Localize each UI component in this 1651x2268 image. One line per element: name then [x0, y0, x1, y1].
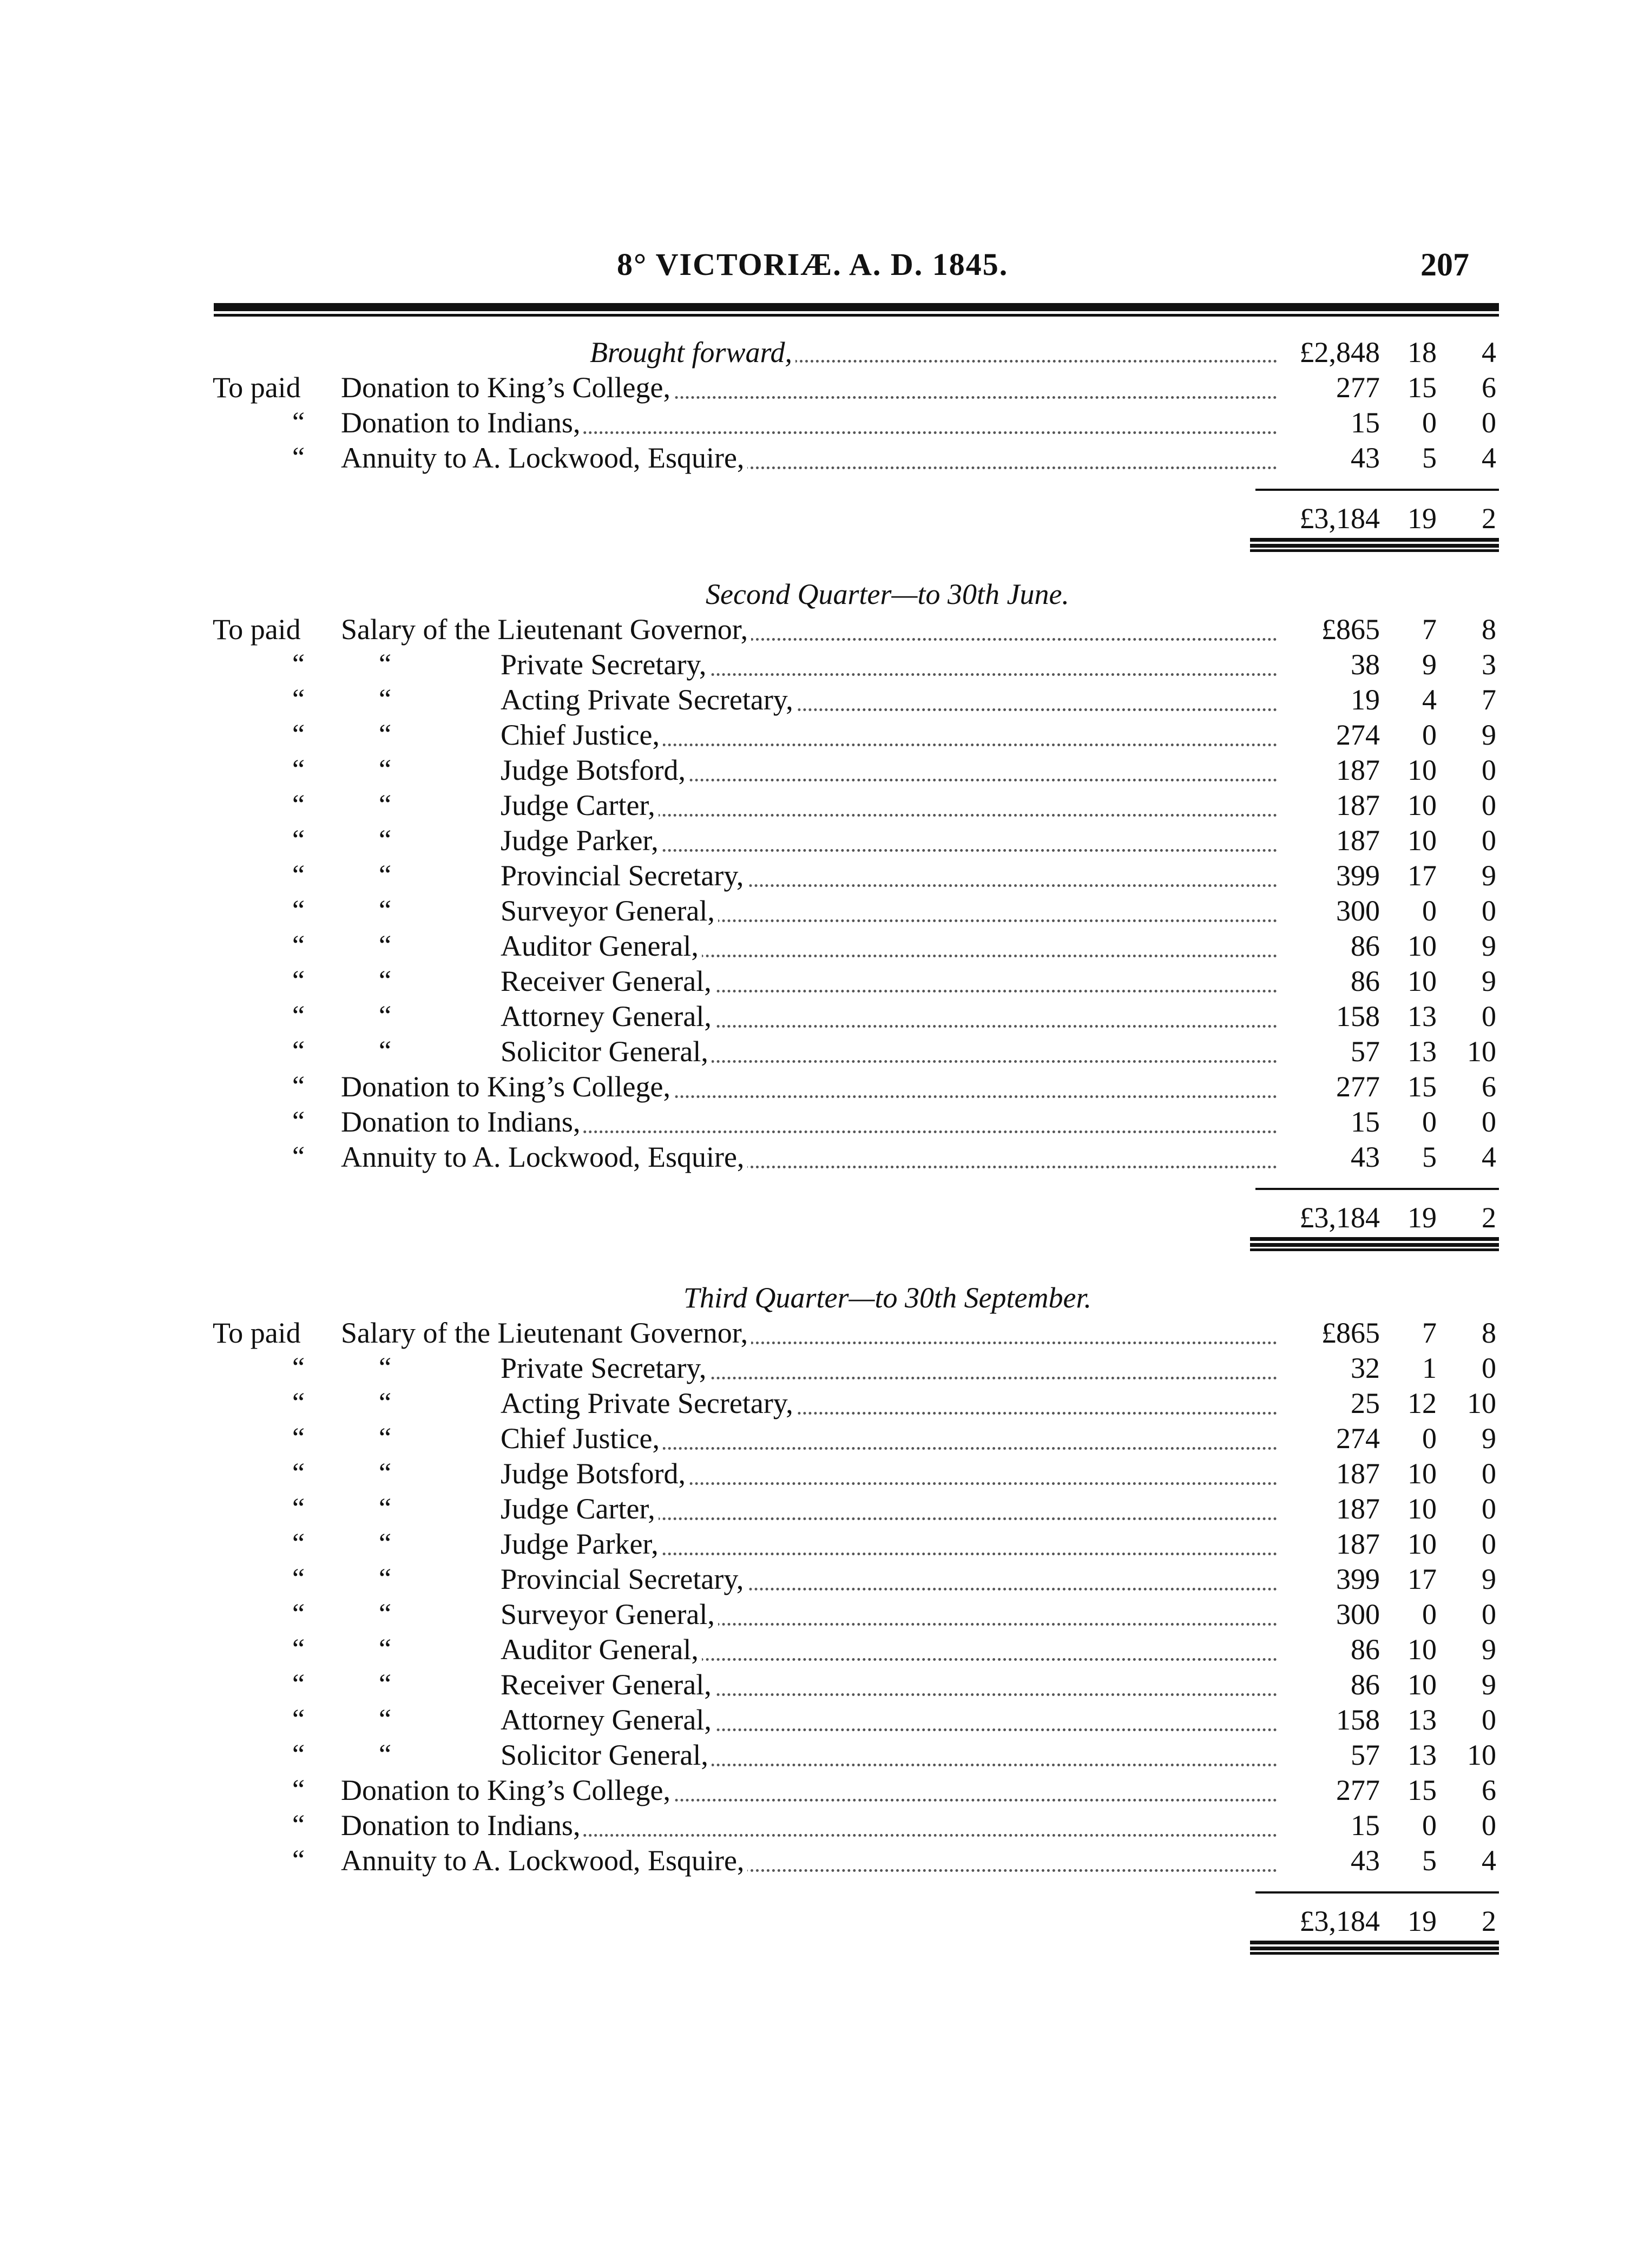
entry-pence: 0 [1482, 1457, 1496, 1490]
ledger-entry [0, 1667, 1651, 1702]
entry-label: Judge Parker, [501, 1526, 662, 1562]
ditto-mark: “ [292, 1458, 305, 1489]
entry-pence: 0 [1482, 1528, 1496, 1560]
ditto-mark: “ [379, 649, 392, 680]
entry-pounds: 274 [1336, 1422, 1380, 1455]
ditto-mark: “ [292, 1106, 305, 1137]
ditto-mark: “ [292, 860, 305, 891]
entry-label: Solicitor General, [501, 1737, 712, 1773]
ditto-mark: “ [292, 1669, 305, 1700]
brought-forward-row [0, 334, 1651, 370]
entry-pounds: 86 [1351, 930, 1380, 962]
rule-line [1250, 1243, 1499, 1247]
entry-prefix: To paid [213, 613, 301, 646]
ditto-mark: “ [379, 1458, 392, 1489]
entry-pounds: £865 [1321, 613, 1380, 646]
ledger-entry [0, 1456, 1651, 1491]
entry-label: Salary of the Lieutenant Governor, [341, 612, 751, 647]
entry-pence: 0 [1482, 1809, 1496, 1842]
ledger-entry [0, 1843, 1651, 1878]
ditto-mark: “ [379, 860, 392, 891]
entry-pounds: 187 [1336, 789, 1380, 821]
entry-label: Annuity to A. Lockwood, Esquire, [341, 1843, 747, 1878]
entry-pence: 7 [1482, 683, 1496, 716]
ditto-mark: “ [292, 719, 305, 750]
section-total [0, 501, 1651, 536]
ditto-mark: “ [292, 684, 305, 715]
entry-pence: 10 [1467, 1387, 1496, 1419]
ditto-mark: “ [292, 1493, 305, 1524]
entry-label: Auditor General, [501, 1632, 702, 1667]
entry-pounds: 187 [1336, 754, 1380, 786]
ditto-mark: “ [379, 1563, 392, 1594]
ledger-entry [0, 787, 1651, 823]
ditto-mark: “ [292, 442, 305, 473]
ledger-entry [0, 1139, 1651, 1175]
entry-pounds: 158 [1336, 1704, 1380, 1736]
ditto-mark: “ [292, 754, 305, 785]
rule-line [1250, 1947, 1499, 1950]
entry-pence: 9 [1482, 930, 1496, 962]
ledger-entry [0, 370, 1651, 405]
entry-pounds: £865 [1321, 1317, 1380, 1349]
ditto-mark: “ [292, 1704, 305, 1735]
entry-pounds: 187 [1336, 1528, 1380, 1560]
entry-pounds: 399 [1336, 1563, 1380, 1595]
ditto-mark: “ [292, 1563, 305, 1594]
entry-pounds: 277 [1336, 1070, 1380, 1103]
ledger-entry [0, 1561, 1651, 1597]
ditto-mark: “ [379, 1493, 392, 1524]
entry-shillings: 5 [1422, 1141, 1437, 1173]
ditto-mark: “ [379, 1704, 392, 1735]
total-pence: 2 [1482, 502, 1496, 535]
ditto-mark: “ [379, 1352, 392, 1383]
entry-label: Annuity to A. Lockwood, Esquire, [341, 1139, 747, 1175]
entry-label: Salary of the Lieutenant Governor, [341, 1315, 751, 1351]
entry-shillings: 0 [1422, 1422, 1437, 1455]
ledger-entry [0, 1526, 1651, 1562]
ditto-mark: “ [292, 1141, 305, 1172]
entry-pence: 6 [1482, 1070, 1496, 1103]
entry-pence: 0 [1482, 754, 1496, 786]
rule-line [1250, 1237, 1499, 1241]
entry-prefix: To paid [213, 371, 301, 404]
ditto-mark: “ [292, 1599, 305, 1629]
entry-pounds: 15 [1351, 1809, 1380, 1842]
ledger-entry [0, 1632, 1651, 1667]
entry-pounds: 32 [1351, 1352, 1380, 1384]
ditto-mark: “ [379, 790, 392, 820]
entry-label: Attorney General, [501, 1702, 715, 1738]
entry-label: Surveyor General, [501, 893, 718, 929]
total-pence: 2 [1482, 1201, 1496, 1234]
ditto-mark: “ [292, 1739, 305, 1770]
entry-pence: 0 [1482, 406, 1496, 439]
ditto-mark: “ [292, 930, 305, 961]
entry-label: Donation to King’s College, [341, 1069, 674, 1105]
ledger-entry [0, 647, 1651, 682]
entry-pence: 0 [1482, 1598, 1496, 1631]
total-shillings: 19 [1407, 502, 1437, 535]
entry-label: Judge Parker, [501, 823, 662, 858]
ledger-entry [0, 752, 1651, 788]
total-shillings: 19 [1407, 1201, 1437, 1234]
entry-label: Judge Carter, [501, 1491, 659, 1527]
entry-pounds: 300 [1336, 1598, 1380, 1631]
ledger-entry [0, 1702, 1651, 1738]
entry-label: Donation to Indians, [341, 1807, 583, 1843]
entry-pounds: 277 [1336, 371, 1380, 404]
ditto-mark: “ [292, 1352, 305, 1383]
header-rule-thin [214, 314, 1499, 317]
entry-shillings: 10 [1407, 965, 1437, 997]
entry-shillings: 0 [1422, 406, 1437, 439]
entry-shillings: 10 [1407, 930, 1437, 962]
entry-label: Donation to King’s College, [341, 370, 674, 405]
ditto-mark: “ [292, 790, 305, 820]
entry-label: Donation to King’s College, [341, 1772, 674, 1808]
entry-label: Provincial Secretary, [501, 1561, 747, 1597]
entry-pence: 0 [1482, 1000, 1496, 1033]
entry-pence: 0 [1482, 824, 1496, 857]
ditto-mark: “ [379, 1669, 392, 1700]
entry-pounds: 187 [1336, 1493, 1380, 1525]
entry-pounds: 19 [1351, 683, 1380, 716]
entry-shillings: 17 [1407, 1563, 1437, 1595]
entry-pounds: 57 [1351, 1739, 1380, 1771]
entry-label: Auditor General, [501, 928, 702, 964]
entry-pence: 0 [1482, 789, 1496, 821]
entry-label: Annuity to A. Lockwood, Esquire, [341, 440, 747, 476]
total-double-rule [1250, 538, 1499, 552]
ledger-entry [0, 893, 1651, 929]
entry-label: Acting Private Secretary, [501, 1385, 797, 1421]
ditto-mark: “ [379, 965, 392, 996]
entry-pence: 9 [1482, 1563, 1496, 1595]
ledger-entry [0, 1491, 1651, 1527]
entry-pounds: 38 [1351, 648, 1380, 681]
ditto-mark: “ [379, 1423, 392, 1454]
rule-line [1250, 1952, 1499, 1955]
page-header-title: 8° VICTORIÆ. A. D. 1845. [617, 247, 1009, 282]
ditto-mark: “ [379, 1001, 392, 1031]
ditto-mark: “ [379, 1739, 392, 1770]
ditto-mark: “ [292, 1634, 305, 1665]
brought-forward-pounds: £2,848 [1299, 336, 1380, 369]
ledger-entry [0, 1104, 1651, 1140]
page-number: 207 [1420, 247, 1469, 282]
entry-label: Acting Private Secretary, [501, 682, 797, 718]
entry-label: Receiver General, [501, 1667, 715, 1702]
entry-shillings: 13 [1407, 1035, 1437, 1068]
entry-shillings: 9 [1422, 648, 1437, 681]
entry-pence: 0 [1482, 1493, 1496, 1525]
ditto-mark: “ [379, 684, 392, 715]
section-heading: Second Quarter—to 30th June. [706, 578, 1069, 610]
entry-pounds: 43 [1351, 1844, 1380, 1877]
total-shillings: 19 [1407, 1905, 1437, 1937]
rule-line [1250, 1941, 1499, 1944]
ditto-mark: “ [292, 825, 305, 856]
ledger-entry [0, 717, 1651, 753]
ditto-mark: “ [292, 407, 305, 438]
rule-line [1250, 538, 1499, 542]
ditto-mark: “ [379, 1634, 392, 1665]
entry-pounds: 277 [1336, 1774, 1380, 1806]
ditto-mark: “ [292, 1774, 305, 1805]
entry-pence: 9 [1482, 719, 1496, 751]
entry-shillings: 0 [1422, 1106, 1437, 1138]
entry-shillings: 4 [1422, 683, 1437, 716]
total-rule [1255, 1188, 1499, 1190]
entry-label: Receiver General, [501, 963, 715, 999]
entry-pounds: 274 [1336, 719, 1380, 751]
entry-pence: 9 [1482, 859, 1496, 892]
ditto-mark: “ [292, 1845, 305, 1876]
entry-pounds: 399 [1336, 859, 1380, 892]
ledger-entry [0, 440, 1651, 476]
section-heading: Third Quarter—to 30th September. [683, 1281, 1091, 1314]
total-pounds: £3,184 [1299, 1905, 1380, 1937]
entry-pence: 9 [1482, 1633, 1496, 1666]
ditto-mark: “ [292, 649, 305, 680]
entry-pence: 0 [1482, 1352, 1496, 1384]
ditto-mark: “ [379, 930, 392, 961]
entry-pence: 0 [1482, 1106, 1496, 1138]
ditto-mark: “ [379, 825, 392, 856]
ledger-entry [0, 963, 1651, 999]
entry-pounds: 158 [1336, 1000, 1380, 1033]
ledger-entry [0, 612, 1651, 647]
rule-line [1250, 1248, 1499, 1251]
entry-pounds: 187 [1336, 824, 1380, 857]
entry-pence: 0 [1482, 895, 1496, 927]
entry-shillings: 0 [1422, 1809, 1437, 1842]
entry-pence: 9 [1482, 1668, 1496, 1701]
ditto-mark: “ [292, 965, 305, 996]
entry-shillings: 5 [1422, 1844, 1437, 1877]
entry-pounds: 25 [1351, 1387, 1380, 1419]
ditto-mark: “ [292, 1423, 305, 1454]
rule-line [1250, 549, 1499, 552]
entry-pence: 0 [1482, 1704, 1496, 1736]
ditto-mark: “ [379, 754, 392, 785]
ditto-mark: “ [292, 1388, 305, 1418]
ledger-entry [0, 998, 1651, 1034]
entry-label: Private Secretary, [501, 1350, 709, 1386]
entry-shillings: 1 [1422, 1352, 1437, 1384]
entry-pence: 3 [1482, 648, 1496, 681]
total-pounds: £3,184 [1299, 1201, 1380, 1234]
entry-shillings: 10 [1407, 789, 1437, 821]
entry-shillings: 13 [1407, 1739, 1437, 1771]
ledger-entry [0, 1034, 1651, 1069]
ditto-mark: “ [292, 1001, 305, 1031]
entry-label: Judge Botsford, [501, 1456, 689, 1491]
ditto-mark: “ [379, 1528, 392, 1559]
entry-pence: 6 [1482, 1774, 1496, 1806]
ditto-mark: “ [292, 1810, 305, 1840]
entry-shillings: 13 [1407, 1704, 1437, 1736]
entry-shillings: 15 [1407, 1070, 1437, 1103]
entry-shillings: 10 [1407, 1493, 1437, 1525]
entry-shillings: 10 [1407, 754, 1437, 786]
entry-shillings: 10 [1407, 1633, 1437, 1666]
entry-label: Provincial Secretary, [501, 858, 747, 893]
brought-forward-pence: 4 [1482, 336, 1496, 369]
entry-label: Surveyor General, [501, 1596, 718, 1632]
entry-shillings: 0 [1422, 1598, 1437, 1631]
total-pence: 2 [1482, 1905, 1496, 1937]
entry-shillings: 0 [1422, 719, 1437, 751]
ledger-entry [0, 928, 1651, 964]
entry-pence: 4 [1482, 1141, 1496, 1173]
entry-shillings: 10 [1407, 1668, 1437, 1701]
ditto-mark: “ [292, 1528, 305, 1559]
entry-shillings: 10 [1407, 1457, 1437, 1490]
entry-pounds: 187 [1336, 1457, 1380, 1490]
entry-shillings: 17 [1407, 859, 1437, 892]
total-pounds: £3,184 [1299, 502, 1380, 535]
entry-pence: 9 [1482, 1422, 1496, 1455]
rule-line [1250, 544, 1499, 548]
ledger-entry [0, 1069, 1651, 1105]
ditto-mark: “ [292, 895, 305, 926]
entry-shillings: 10 [1407, 1528, 1437, 1560]
entry-label: Judge Botsford, [501, 752, 689, 788]
total-double-rule [1250, 1941, 1499, 1955]
ledger-entry [0, 1807, 1651, 1843]
ditto-mark: “ [379, 1599, 392, 1629]
ledger-entry [0, 1596, 1651, 1632]
ledger-entry [0, 823, 1651, 858]
ledger-entry [0, 682, 1651, 718]
entry-shillings: 0 [1422, 895, 1437, 927]
entry-shillings: 15 [1407, 1774, 1437, 1806]
entry-shillings: 15 [1407, 371, 1437, 404]
total-rule [1255, 1891, 1499, 1894]
section-total [0, 1903, 1651, 1939]
entry-label: Donation to Indians, [341, 405, 583, 441]
ledger-entry [0, 405, 1651, 441]
header-rule-thick [214, 303, 1499, 311]
ledger-entry [0, 1772, 1651, 1808]
entry-pence: 4 [1482, 1844, 1496, 1877]
brought-forward-label: Brought forward, [590, 334, 795, 370]
total-rule [1255, 489, 1499, 491]
entry-pounds: 86 [1351, 1668, 1380, 1701]
entry-shillings: 7 [1422, 1317, 1437, 1349]
entry-pence: 6 [1482, 371, 1496, 404]
header-rule [214, 303, 1499, 317]
entry-pence: 4 [1482, 442, 1496, 474]
entry-shillings: 10 [1407, 824, 1437, 857]
entry-shillings: 13 [1407, 1000, 1437, 1033]
entry-label: Attorney General, [501, 998, 715, 1034]
entry-pounds: 57 [1351, 1035, 1380, 1068]
ditto-mark: “ [379, 719, 392, 750]
entry-pence: 8 [1482, 613, 1496, 646]
entry-pounds: 300 [1336, 895, 1380, 927]
entry-pounds: 86 [1351, 965, 1380, 997]
entry-pounds: 43 [1351, 442, 1380, 474]
entry-shillings: 7 [1422, 613, 1437, 646]
entry-label: Donation to Indians, [341, 1104, 583, 1140]
ledger-entry [0, 858, 1651, 893]
entry-pounds: 15 [1351, 1106, 1380, 1138]
entry-label: Chief Justice, [501, 717, 663, 753]
ditto-mark: “ [379, 1036, 392, 1067]
section-total [0, 1200, 1651, 1235]
brought-forward-shillings: 18 [1407, 336, 1437, 369]
entry-prefix: To paid [213, 1317, 301, 1349]
entry-pence: 8 [1482, 1317, 1496, 1349]
ditto-mark: “ [379, 895, 392, 926]
ledger-entry [0, 1315, 1651, 1351]
total-double-rule [1250, 1237, 1499, 1251]
ledger-entry [0, 1350, 1651, 1386]
ditto-mark: “ [292, 1036, 305, 1067]
entry-label: Judge Carter, [501, 787, 659, 823]
ditto-mark: “ [292, 1071, 305, 1102]
entry-pounds: 15 [1351, 406, 1380, 439]
ledger-entry [0, 1385, 1651, 1421]
ditto-mark: “ [379, 1388, 392, 1418]
entry-shillings: 5 [1422, 442, 1437, 474]
entry-label: Private Secretary, [501, 647, 709, 682]
ledger-entry [0, 1737, 1651, 1773]
entry-label: Solicitor General, [501, 1034, 712, 1069]
entry-pence: 10 [1467, 1739, 1496, 1771]
entry-pounds: 86 [1351, 1633, 1380, 1666]
entry-shillings: 12 [1407, 1387, 1437, 1419]
entry-pence: 10 [1467, 1035, 1496, 1068]
ledger-entry [0, 1421, 1651, 1456]
entry-label: Chief Justice, [501, 1421, 663, 1456]
entry-pence: 9 [1482, 965, 1496, 997]
entry-pounds: 43 [1351, 1141, 1380, 1173]
